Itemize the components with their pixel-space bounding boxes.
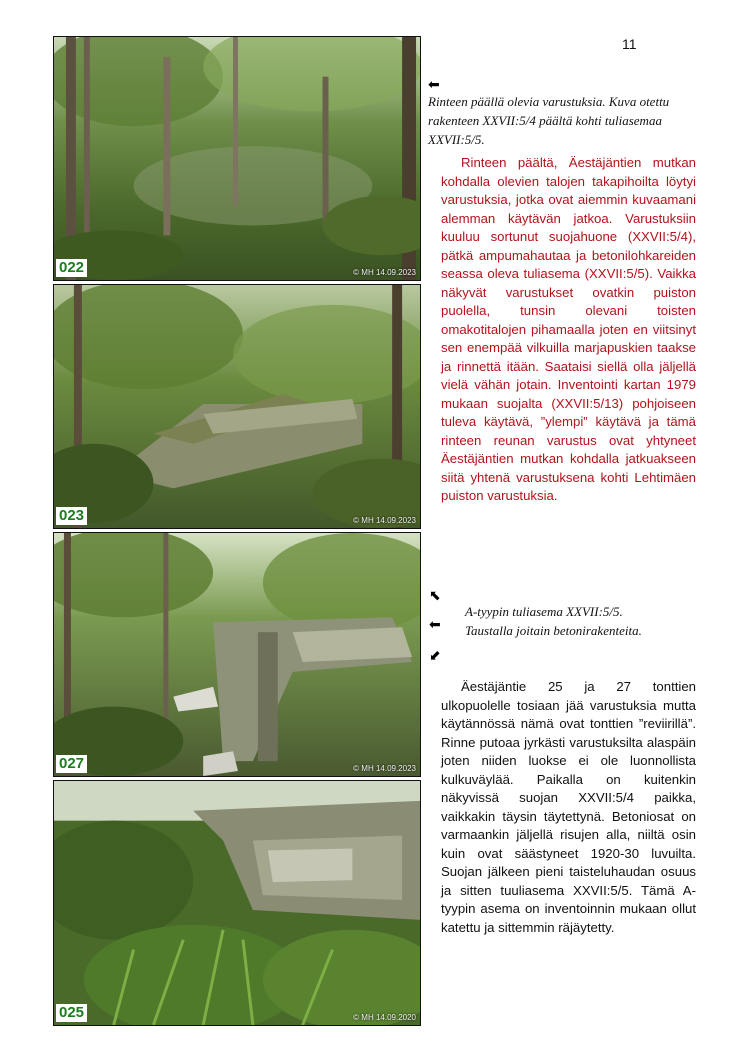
photo-credit: © MH 14.09.2023	[353, 268, 416, 277]
arrow-left-icon: ⬅	[428, 77, 440, 93]
forest-photo-022-image	[54, 37, 420, 280]
photo-027	[53, 532, 421, 777]
photo-number-label: 022	[56, 259, 87, 277]
photo-025	[53, 780, 421, 1026]
photo-022	[53, 36, 421, 281]
page-number: 11	[622, 36, 637, 52]
arrow-left-icon: ⬅	[429, 617, 441, 633]
paragraph-red: Rinteen päältä, Äestäjäntien mutkan kohdalla olevien talojen takapihoilta löytyi varustuksia, jotka ovat aiemmin kuvaamani alemman käytävän jatkoa. Varustuksiin kuuluu sortunut suojahuone (XXVII:5/4), pätkä ampumahautaa ja betonilohkareiden seassa oleva tuliasema (XXVII:5/5). Vaikka näkyvät varustukset ovatkin puiston puolella, tunsin olevani toisten omakotitalojen pihamaalla joten en viitsinyt sen enempää vilkuilla marjapuskien taakse ja rinnettä itään. Saataisi siellä olla jäljellä vielä vähän jotain. Inventointi kartan 1979 mukaan suojalta (XXVII:5/13) pohjoiseen tuleva käytävä, ”ylempi” käytävä ja tämä rinteen reunan varustus ovat yhtyneet Äestäjäntien mutkan kohdalla jatkuakseen siitä yhtenä varustuksena kohti Lehtimäen puiston varustuksia.	[441, 155, 696, 503]
photo-credit: © MH 14.09.2020	[353, 1013, 416, 1022]
gun-position-photo-027-image	[54, 533, 420, 776]
caption-photo-027-line2: Taustalla joitain betonirakenteita.	[465, 623, 642, 638]
arrow-up-left-icon: ⬉	[429, 588, 441, 604]
photo-023	[53, 284, 421, 529]
photo-credit: © MH 14.09.2023	[353, 516, 416, 525]
paragraph-black: Äestäjäntie 25 ja 27 tonttien ulkopuolelle tosiaan jää varustuksia mutta käytännössä nämä ovat tonttien ”reviirillä”. Rinne putoaa jyrkästi varustuksilta alaspäin joten niiden luokse ei ole luonnollista kulkuväylää. Paikalla on kuitenkin näkyvissä suojan XXVII:5/4 paikka, vaikkakin täysin täytettynä. Betoniosat on varmaankin jäljellä risujen alla, niiltä osin kuin ovat säästyneet 1920-30 luvuilta. Suojan jälkeen pieni taisteluhaudan osuus ja sitten tuuliasema XXVII:5/5. Tämä A-tyypin asema on inventoinnin mukaan ollut katettu ja sittemmin räjäytetty.	[441, 679, 696, 935]
concrete-ruins-photo-023-image	[54, 285, 420, 528]
photo-number-label: 025	[56, 1004, 87, 1022]
caption-photo-027-line1: A-tyypin tuliasema XXVII:5/5.	[465, 604, 623, 619]
photo-number-label: 027	[56, 755, 87, 773]
photo-credit: © MH 14.09.2023	[353, 764, 416, 773]
caption-photo-022: Rinteen päällä olevia varustuksia. Kuva otettu rakenteen XXVII:5/4 päältä kohti tuliasemaa XXVII:5/5.	[428, 94, 670, 147]
ferns-concrete-photo-025-image	[54, 781, 420, 1025]
photo-number-label: 023	[56, 507, 87, 525]
arrow-down-left-icon: ⬋	[429, 648, 441, 664]
